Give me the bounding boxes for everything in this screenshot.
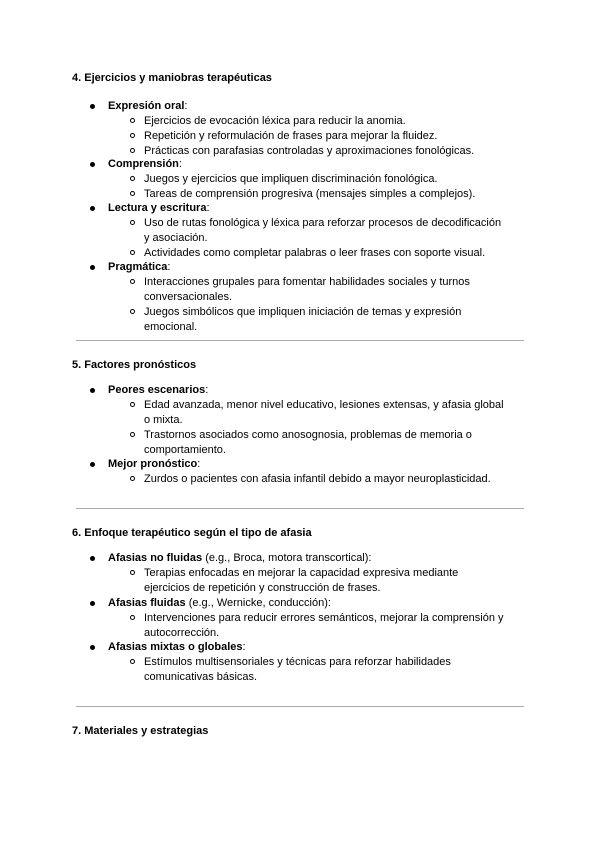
sub-item: Edad avanzada, menor nivel educativo, lesiones extensas, y afasia global o mixta. [144, 398, 504, 428]
circle-bullet [130, 402, 135, 407]
circle-bullet [130, 133, 135, 138]
bullet-mejor-pronostico: Mejor pronóstico: [108, 457, 528, 472]
section-5-title: 5. Factores pronósticos [72, 359, 197, 371]
bullet-dot [90, 601, 95, 606]
circle-bullet [130, 309, 135, 314]
circle-bullet [130, 250, 135, 255]
sub-item: Intervenciones para reducir errores semánticos, mejorar la comprensión y autocorrección. [144, 611, 504, 641]
circle-bullet [130, 659, 135, 664]
bullet-pragmatica: Pragmática: [108, 260, 528, 275]
bullet-afasias-fluidas: Afasias fluidas (e.g., Wernicke, conducción): [108, 596, 528, 611]
bullet-afasias-mixtas: Afasias mixtas o globales: [108, 640, 528, 655]
section-4-title: 4. Ejercicios y maniobras terapéuticas [72, 72, 272, 84]
sub-item: Prácticas con parafasias controladas y aproximaciones fonológicas. [144, 144, 504, 159]
circle-bullet [130, 476, 135, 481]
circle-bullet [130, 191, 135, 196]
sub-item: Ejercicios de evocación léxica para reducir la anomia. [144, 114, 504, 129]
section-divider [76, 706, 524, 707]
bullet-dot [90, 265, 95, 270]
sub-item: Terapias enfocadas en mejorar la capacidad expresiva mediante ejercicios de repetición y construcción de frases. [144, 566, 504, 596]
sub-item: Repetición y reformulación de frases para mejorar la fluidez. [144, 129, 504, 144]
section-6-title: 6. Enfoque terapéutico según el tipo de afasia [72, 527, 312, 539]
sub-item: Juegos y ejercicios que impliquen discriminación fonológica. [144, 172, 504, 187]
sub-item: Trastornos asociados como anosognosia, problemas de memoria o comportamiento. [144, 428, 504, 458]
bullet-dot [90, 104, 95, 109]
sub-item: Interacciones grupales para fomentar habilidades sociales y turnos conversacionales. [144, 275, 504, 305]
bullet-lectura-escritura: Lectura y escritura: [108, 201, 528, 216]
bullet-expresion-oral: Expresión oral: [108, 99, 528, 114]
sub-item: Tareas de comprensión progresiva (mensajes simples a complejos). [144, 187, 504, 202]
circle-bullet [130, 220, 135, 225]
circle-bullet [130, 615, 135, 620]
section-divider [76, 508, 524, 509]
section-divider [76, 340, 524, 341]
bullet-afasias-no-fluidas: Afasias no fluidas (e.g., Broca, motora transcortical): [108, 551, 528, 566]
bullet-dot [90, 206, 95, 211]
bullet-dot [90, 556, 95, 561]
sub-item: Uso de rutas fonológica y léxica para reforzar procesos de decodificación y asociación. [144, 216, 504, 246]
circle-bullet [130, 118, 135, 123]
bullet-peores-escenarios: Peores escenarios: [108, 383, 528, 398]
bullet-dot [90, 388, 95, 393]
bullet-dot [90, 645, 95, 650]
sub-item: Juegos simbólicos que impliquen iniciación de temas y expresión emocional. [144, 305, 504, 335]
bullet-dot [90, 462, 95, 467]
section-7-title: 7. Materiales y estrategias [72, 725, 209, 737]
sub-item: Zurdos o pacientes con afasia infantil debido a mayor neuroplasticidad. [144, 472, 504, 487]
circle-bullet [130, 570, 135, 575]
circle-bullet [130, 176, 135, 181]
circle-bullet [130, 432, 135, 437]
sub-item: Estímulos multisensoriales y técnicas para reforzar habilidades comunicativas básicas. [144, 655, 504, 685]
circle-bullet [130, 148, 135, 153]
sub-item: Actividades como completar palabras o leer frases con soporte visual. [144, 246, 504, 261]
bullet-comprension: Comprensión: [108, 157, 528, 172]
bullet-dot [90, 162, 95, 167]
circle-bullet [130, 279, 135, 284]
